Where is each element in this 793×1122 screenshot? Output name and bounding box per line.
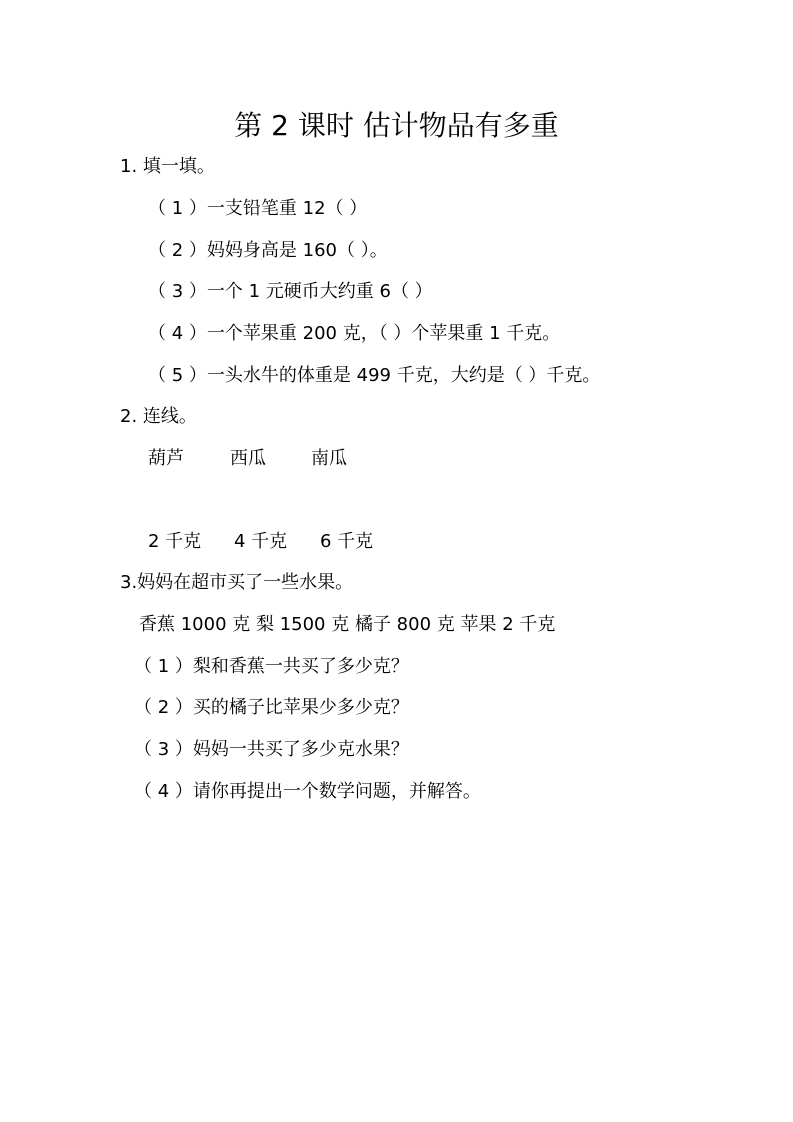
match-weight-4kg: 4 千克 [234, 531, 288, 552]
fill-item-3: （ 3 ）一个 1 元硬币大约重 6（ ） [148, 281, 433, 302]
match-word-pumpkin: 南瓜 [311, 448, 347, 469]
section-2-heading: 2. 连线。 [120, 406, 197, 427]
fill-item-5: （ 5 ）一头水牛的体重是 499 千克，大约是（ ）千克。 [148, 365, 601, 386]
fill-item-1: （ 1 ）一支铅笔重 12（ ） [148, 198, 368, 219]
question-2: （ 2 ）买的橘子比苹果少多少克？ [134, 697, 409, 718]
match-word-watermelon: 西瓜 [230, 448, 266, 469]
fill-item-2: （ 2 ）妈妈身高是 160（ ）。 [148, 240, 388, 261]
fruit-weights: 香蕉 1000 克 梨 1500 克 橘子 800 克 苹果 2 千克 [139, 614, 556, 635]
section-3-heading: 3.妈妈在超市买了一些水果。 [120, 572, 354, 593]
question-4: （ 4 ）请你再提出一个数学问题，并解答。 [134, 781, 481, 802]
match-weight-6kg: 6 千克 [320, 531, 374, 552]
fill-item-4: （ 4 ）一个苹果重 200 克，（ ）个苹果重 1 千克。 [148, 323, 561, 344]
question-1: （ 1 ）梨和香蕉一共买了多少克？ [134, 656, 409, 677]
match-weight-2kg: 2 千克 [148, 531, 202, 552]
section-1-heading: 1. 填一填。 [120, 156, 215, 177]
question-3: （ 3 ）妈妈一共买了多少克水果？ [134, 739, 409, 760]
match-word-gourd: 葫芦 [148, 448, 184, 469]
page-title: 第 2 课时 估计物品有多重 [234, 109, 559, 142]
